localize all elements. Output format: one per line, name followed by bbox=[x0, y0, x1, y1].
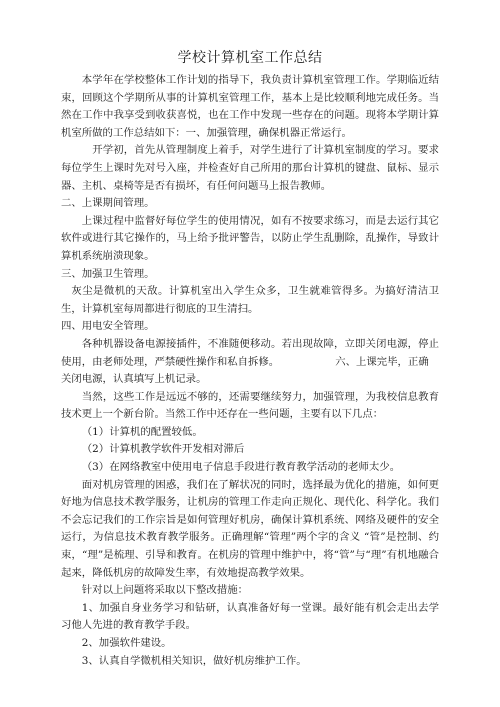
list-item-problem-3: （3）在网络教室中使用电子信息手段进行教育教学活动的老师太少。 bbox=[81, 461, 401, 474]
section-heading-class-management: 二、上课期间管理。 bbox=[61, 197, 155, 210]
intro-paragraph: 本学年在学校整体工作计划的指导下，我负责计算机室管理工作。学期临近结束，回顾这个学期所从事的计算机室管理工作，基本上是比较顺利地完成任务。当然在工作中我享受到收获喜悦，也在工作中发现一些存在的问题。现将本学期计算机室所做的工作总结如下：一、加强管理，确保机器正常运行。 bbox=[61, 74, 439, 139]
paragraph-electrical-safety bbox=[61, 336, 439, 371]
list-item-problem-2: （2）计算机教学软件开发相对滞后 bbox=[81, 443, 245, 456]
list-item-measure-3: 3、认真自学微机相关知识，做好机房维护工作。 bbox=[81, 654, 307, 667]
item-six-text: 六、上课完毕，正确 bbox=[335, 355, 429, 368]
paragraph-class-management: 上课过程中监督好每位学生的使用情况，如有不按要求练习，而是去运行其它软件或进行其它操作的，马上给予批评警告，以防止学生乱删除，乱操作，导致计算机系统崩溃现象。 bbox=[61, 214, 439, 262]
document-body bbox=[61, 72, 439, 670]
section-heading-hygiene: 三、加强卫生管理。 bbox=[61, 267, 155, 280]
paragraph-power-off: 关闭电源，认真填写上机记录。 bbox=[61, 373, 207, 386]
paragraph-hygiene: 灰尘是微机的天敌。计算机室出入学生众多，卫生就难管得多。为搞好清洁卫生，计算机室每周都进行彻底的卫生清扫。 bbox=[61, 285, 439, 315]
paragraph-problems: 当然，这些工作是远远不够的，还需要继续努力，加强管理，为我校信息教育技术更上一个新台阶。当然工作中还存在一些问题，主要有以下几点： bbox=[61, 390, 439, 421]
list-item-measure-1: 1、加强自身业务学习和钻研，认真准备好每一堂课。最好能有机会走出去学习他人先进的教育教学手段。 bbox=[61, 601, 439, 632]
paragraph-discipline: 开学初，首先从管理制度上着手，对学生进行了计算机室制度的学习。要求每位学生上课时先对号入座，并检查好自己所用的那台计算机的键盘、鼠标、显示器、主机、桌椅等是否有损坏，有任何问题马上报告教师。 bbox=[61, 144, 439, 192]
section-heading-electrical-safety: 四、用电安全管理。 bbox=[61, 320, 155, 333]
page-title: 学校计算机室工作总结 bbox=[177, 50, 323, 66]
paragraph-reflection: 面对机房管理的困惑，我们在了解状况的同时，选择最为优化的措施，如何更好地为信息技术教学服务，让机房的管理工作走向正规化、现代化、科学化。我们不会忘记我们的工作宗旨是如何管理好机房，确保计算机系统、网络及硬件的安全运行，为信息技术教育教学服务。正确理解“管理”两个字的含义 “管”是控制、约束，“理”是梳理、引导和教育。在机房的管理中维护中，将“管”与“理”有机地融合起来，降低机房的故障发生率，有效地提高教学效果。 bbox=[61, 478, 439, 579]
list-item-measure-2: 2、加强软件建设。 bbox=[81, 637, 172, 649]
electrical-safety-text: 各种机器设备电源接插件，不准随便移动。若出现故障，立即关闭电源，停止使用，由老师处理，严禁硬性操作和私自拆修。 bbox=[61, 337, 439, 368]
list-item-problem-1: （1）计算机的配置较低。 bbox=[81, 425, 203, 438]
paragraph-measures-intro: 针对以上问题将采取以下整改措施： bbox=[81, 584, 249, 597]
